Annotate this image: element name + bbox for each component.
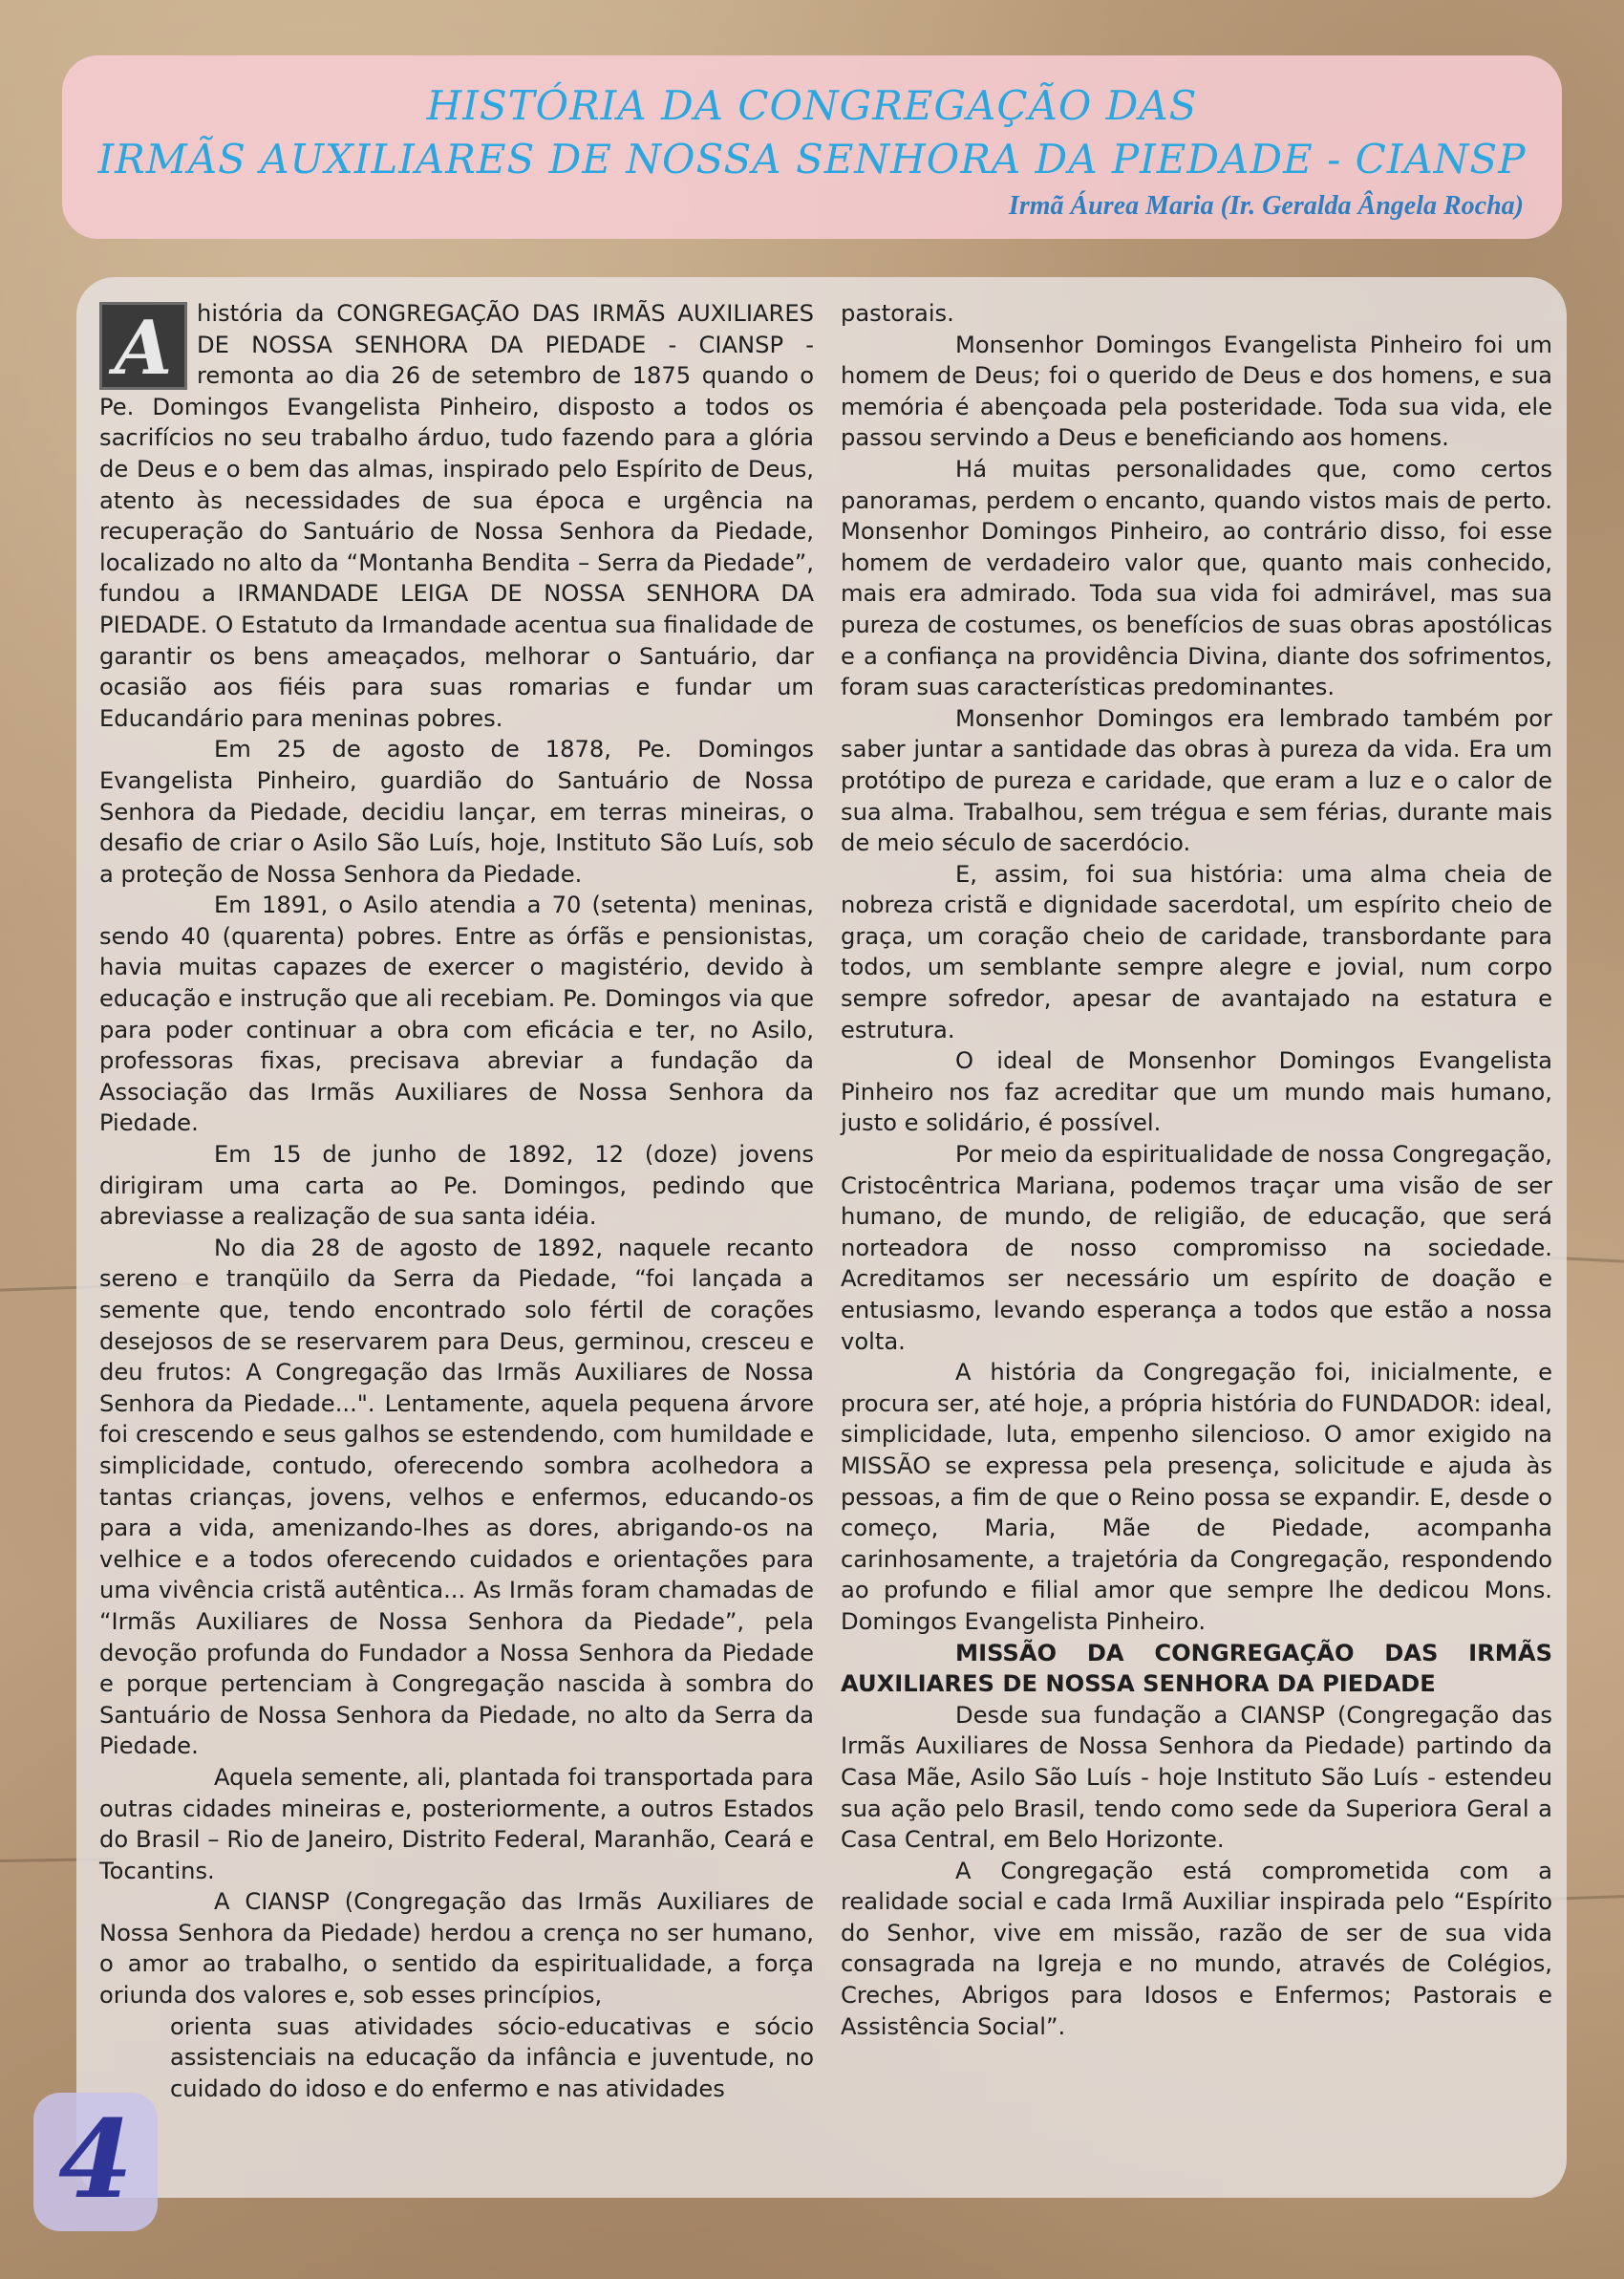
page-number-tab [33, 2093, 158, 2231]
article-paragraph: A Congregação está comprometida com a realidade social e cada Irmã Auxiliar inspirada pelo “Espírito do Senhor, vive em missão, razão de ser de sua vida consagrada na Igreja e no mundo, através de Colégios, Creches, Abrigos para Idosos e Enfermos; Pastorais e Assistência Social”. [841, 1857, 1552, 2040]
article-paragraph: pastorais. [841, 300, 954, 327]
author-byline: Irmã Áurea Maria (Ir. Geralda Ângela Rocha) [1008, 191, 1524, 221]
article-paragraph: Monsenhor Domingos Evangelista Pinheiro foi um homem de Deus; foi o querido de Deus e dos homens, e sua memória é abençoada pela posteridade. Toda sua vida, ele passou servindo a Deus e beneficiando aos homens. [841, 331, 1552, 452]
article-paragraph: Por meio da espiritualidade de nossa Congregação, Cristocêntrica Mariana, podemos traçar uma visão de ser humano, de mundo, de religião, de educação, que será norteadora de nosso compromisso na sociedade. Acreditamos ser necessário um espírito de doação e entusiasmo, levando esperança a todos que estão a nossa volta. [841, 1141, 1552, 1355]
article-paragraph: orienta suas atividades sócio-educativas e sócio assistenciais na educação da infância e juventude, no cuidado do idoso e do enfermo e nas atividades [170, 2012, 814, 2102]
article-paragraph: A CIANSP (Congregação das Irmãs Auxiliares de Nossa Senhora da Piedade) herdou a crença no ser humano, o amor ao trabalho, o sentido da espiritualidade, a força oriunda dos valores e, sob esses princípios, [99, 1888, 814, 2010]
article-paragraph: Aquela semente, ali, plantada foi transportada para outras cidades mineiras e, posteriormente, a outros Estados do Brasil – Rio de Janeiro, Distrito Federal, Maranhão, Ceará e Tocantins. [99, 1763, 814, 1884]
page-number: 4 [58, 2097, 133, 2223]
article-paragraph: Há muitas personalidades que, como certos panoramas, perdem o encanto, quando vistos mais de perto. Monsenhor Domingos Pinheiro, ao contrário disso, foi esse homem de verdadeiro valor que, quanto mais conhecido, mais era admirado. Toda sua vida foi admirável, mas sua pureza de costumes, os benefícios de suas obras apostólicas e a confiança na providência Divina, diante dos sofrimentos, foram suas características predominantes. [841, 455, 1552, 701]
title-line-2: IRMÃS AUXILIARES DE NOSSA SENHORA DA PIEDADE - CIANSP [97, 136, 1527, 183]
article-paragraph: O ideal de Monsenhor Domingos Evangelista Pinheiro nos faz acreditar que um mundo mais humano, justo e solidário, é possível. [841, 1047, 1552, 1137]
article-paragraph: A história da Congregação foi, inicialmente, e procura ser, até hoje, a própria história do FUNDADOR: ideal, simplicidade, luta, empenho silencioso. O amor exigido na MISSÃO se expressa pela presença, solicitude e ajuda às pessoas, a fim de que o Reino possa se expandir. E, desde o começo, Maria, Mãe de Piedade, acompanha carinhosamente, a trajetória da Congregação, respondendo ao profundo e filial amor que sempre lhe dedicou Mons. Domingos Evangelista Pinheiro. [841, 1359, 1552, 1635]
dropcap-initial: A [99, 302, 187, 390]
article-paragraph: Desde sua fundação a CIANSP (Congregação das Irmãs Auxiliares de Nossa Senhora da Piedade) partindo da Casa Mãe, Asilo São Luís - hoje Instituto São Luís - estendeu sua ação pelo Brasil, tendo como sede da Superiora Geral a Casa Central, em Belo Horizonte. [841, 1701, 1552, 1854]
article-column-left [99, 298, 814, 2104]
article-paragraph: No dia 28 de agosto de 1892, naquele recanto sereno e tranqüilo da Serra da Piedade, “foi lançada a semente que, tendo encontrado solo fértil de corações desejosos de se reservarem para Deus, germinou, cresceu e deu frutos: A Congregação das Irmãs Auxiliares de Nossa Senhora da Piedade...". Lentamente, aquela pequena árvore foi crescendo e seus galhos se estendendo, com humildade e simplicidade, contudo, oferecendo sombra acolhedora a tantas crianças, jovens, velhos e enfermos, educando-os para a vida, amenizando-lhes as dores, abrigando-os na velhice e a todos oferecendo cuidados e orientações para uma vivência cristã autêntica... As Irmãs foram chamadas de “Irmãs Auxiliares de Nossa Senhora da Piedade”, pela devoção profunda do Fundador a Nossa Senhora da Piedade e porque pertenciam à Congregação nascida à sombra do Santuário de Nossa Senhora da Piedade, no alto da Serra da Piedade. [99, 1234, 814, 1760]
mission-heading: MISSÃO DA CONGREGAÇÃO DAS IRMÃS AUXILIARES DE NOSSA SENHORA DA PIEDADE [841, 1639, 1552, 1698]
article-paragraph: Monsenhor Domingos era lembrado também por saber juntar a santidade das obras à pureza da vida. Era um protótipo de pureza e caridade, que eram a luz e o calor de sua alma. Trabalhou, sem trégua e sem férias, durante mais de meio século de sacerdócio. [841, 704, 1552, 857]
article-paragraph: E, assim, foi sua história: uma alma cheia de nobreza cristã e dignidade sacerdotal, um espírito cheio de graça, um coração cheio de caridade, transbordante para todos, um semblante sempre alegre e jovial, num corpo sempre sofredor, apesar de avantajado na estatura e estrutura. [841, 860, 1552, 1043]
article-paragraph: Em 15 de junho de 1892, 12 (doze) jovens dirigiram uma carta ao Pe. Domingos, pedindo que abreviasse a realização de sua santa idéia. [99, 1141, 814, 1231]
article-paragraph: Em 25 de agosto de 1878, Pe. Domingos Evangelista Pinheiro, guardião do Santuário de Nossa Senhora da Piedade, decidiu lançar, em terras mineiras, o desafio de criar o Asilo São Luís, hoje, Instituto São Luís, sob a proteção de Nossa Senhora da Piedade. [99, 736, 814, 888]
article-paragraph: A história da CONGREGAÇÃO DAS IRMÃS AUXILIARES DE NOSSA SENHORA DA PIEDADE - CIANSP - remonta ao dia 26 de setembro de 1875 quando o Pe. Domingos Evangelista Pinheiro, disposto a todos os sacrifícios no seu trabalho árduo, tudo fazendo para a glória de Deus e o bem das almas, inspirado pelo Espírito de Deus, atento às necessidades de sua época e urgência na recuperação do Santuário de Nossa Senhora da Piedade, localizado no alto da “Montanha Bendita – Serra da Piedade”, fundou a IRMANDADE LEIGA DE NOSSA SENHORA DA PIEDADE. O Estatuto da Irmandade acentua sua finalidade de garantir os bens ameaçados, melhorar o Santuário, dar ocasião aos fiéis para suas romarias e fundar um Educandário para meninas pobres. [99, 300, 814, 732]
article-paragraph: Em 1891, o Asilo atendia a 70 (setenta) meninas, sendo 40 (quarenta) pobres. Entre as órfãs e pensionistas, havia muitas capazes de exercer o magistério, devido à educação e instrução que ali recebiam. Pe. Domingos via que para poder continuar a obra com eficácia e ter, no Asilo, professoras fixas, precisava abreviar a fundação da Associação das Irmãs Auxiliares de Nossa Senhora da Piedade. [99, 892, 814, 1137]
title-banner [62, 55, 1562, 239]
title-line-1: HISTÓRIA DA CONGREGAÇÃO DAS [426, 82, 1198, 129]
article-column-right [841, 298, 1552, 2042]
